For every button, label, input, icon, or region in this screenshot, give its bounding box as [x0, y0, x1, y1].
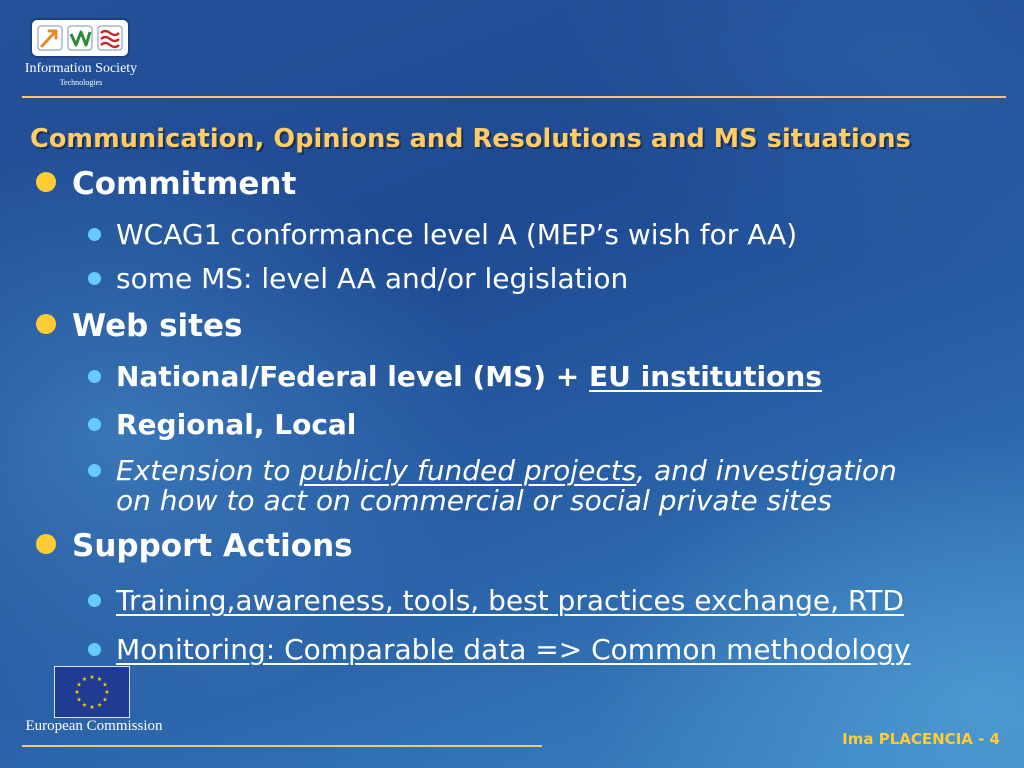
footer-author-page: Ima PLACENCIA - 4 [842, 730, 1000, 748]
sub-bullet-text-line2: on how to act on commercial or social private sites [116, 484, 832, 517]
monitoring-link[interactable]: Monitoring: Comparable data => Common methodology [116, 633, 911, 666]
ist-logo-caption: Information Society [24, 61, 138, 76]
sub-bullet-text [116, 456, 897, 516]
sub-bullet-text: Regional, Local [116, 408, 357, 441]
eu-logo-caption: European Commission [25, 718, 163, 734]
bullet-heading: Support Actions [72, 528, 353, 564]
sub-bullet-dot-icon [88, 464, 101, 477]
top-divider [22, 96, 1006, 98]
ist-logo-icon [30, 18, 130, 58]
sub-bullet-dot-icon [88, 594, 101, 607]
sub-bullet-dot-icon [88, 272, 101, 285]
sub-bullet-text-post: , and investigation [636, 454, 897, 487]
bullet-heading: Commitment [72, 166, 297, 202]
publicly-funded-projects-link[interactable]: publicly funded projects [299, 454, 637, 487]
bullet-dot-icon [36, 534, 56, 554]
sub-bullet-dot-icon [88, 228, 101, 241]
training-link[interactable]: Training,awareness, tools, best practices exchange, RTD [116, 584, 904, 617]
sub-bullet-text-pre: National/Federal level (MS) + [116, 360, 590, 393]
sub-bullet-dot-icon [88, 418, 101, 431]
bullet-heading: Web sites [72, 308, 243, 344]
sub-bullet-dot-icon [88, 370, 101, 383]
sub-bullet-text [116, 360, 822, 393]
sub-bullet-text: some MS: level AA and/or legislation [116, 262, 629, 295]
sub-bullet-dot-icon [88, 643, 101, 656]
eu-institutions-link[interactable]: EU institutions [589, 360, 822, 393]
ist-logo-subcaption: Technologies [59, 78, 103, 87]
sub-bullet-text-pre: Extension to [116, 454, 300, 487]
bullet-dot-icon [36, 172, 56, 192]
slide-title: Communication, Opinions and Resolutions and MS situations [30, 124, 911, 154]
bullet-dot-icon [36, 314, 56, 334]
eu-flag-icon [54, 666, 130, 718]
bottom-divider [22, 745, 542, 747]
sub-bullet-text: WCAG1 conformance level A (MEP’s wish for AA) [116, 218, 798, 251]
